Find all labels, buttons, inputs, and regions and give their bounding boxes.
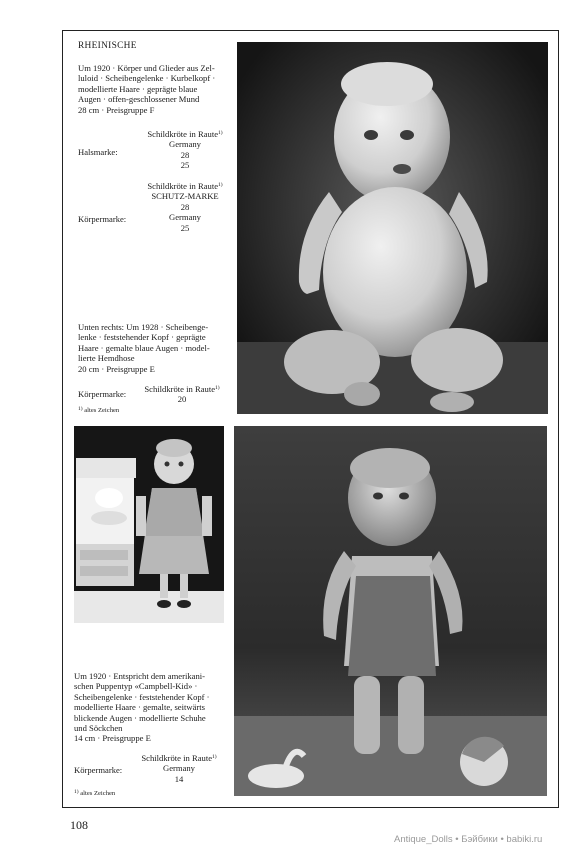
halsmarke-label: Halsmarke: — [78, 147, 118, 157]
item3-footnote — [74, 790, 115, 797]
mark-line: SCHUTZ-MARKE — [151, 191, 219, 202]
crochet-doll-image — [74, 426, 224, 623]
item3-line: und Söckchen — [74, 723, 123, 734]
mark-line: 25 — [180, 222, 190, 233]
page-number: 108 — [70, 818, 88, 832]
mark-line: Schildkröte in Raute — [141, 753, 213, 763]
footnote-marker: 1) — [74, 789, 79, 795]
halsmarke-text — [135, 129, 235, 171]
item1-description — [78, 63, 215, 115]
mark-line: 28 — [180, 201, 190, 212]
mark-line: Schildkröte in Raute — [144, 384, 216, 394]
photo-celluloid-baby-doll — [237, 42, 548, 414]
item1-line: modellierte Haare · geprägte blaue — [78, 83, 198, 94]
footnote-text: altes Zeichen — [84, 407, 120, 414]
mark-line: 25 — [180, 160, 190, 171]
footnote-marker: 1) — [218, 130, 223, 136]
mark-line: 20 — [177, 394, 187, 405]
mark-line: Germany — [169, 139, 201, 150]
baby-doll-image — [237, 42, 548, 414]
item3-line: schen Puppentyp «Campbell-Kid» · — [74, 681, 198, 692]
mark-line: 28 — [180, 149, 190, 160]
swimsuit-doll-image — [234, 426, 547, 796]
item3-line: blickende Augen · modellierte Schuhe — [74, 712, 206, 723]
item1-line: luloid · Scheibengelenke · Kurbelkopf · — [78, 73, 216, 84]
mark-line: Germany — [169, 212, 201, 223]
item2-footnote — [78, 407, 119, 414]
mark-line: Schildkröte in Raute — [147, 129, 219, 139]
mark-line: Germany — [163, 763, 195, 774]
item2-line: Unten rechts: Um 1928 · Scheibenge- — [78, 322, 209, 332]
item1-line: Um 1920 · Körper und Glieder aus Zel- — [78, 63, 215, 73]
item1-line: 28 cm · Preisgruppe F — [78, 104, 155, 115]
watermark: Antique_Dolls • Бэйбики • babiki.ru — [394, 834, 543, 845]
item3-line: Scheibengelenke · feststehender Kopf · — [74, 691, 210, 702]
footnote-text: altes Zeichen — [80, 790, 116, 797]
footnote-marker: 1) — [212, 754, 217, 760]
koerpermarke-text — [132, 384, 232, 405]
item2-line: Haare · gemalte blaue Augen · model- — [78, 342, 210, 353]
footnote-marker: 1) — [78, 406, 83, 412]
mark-line: 14 — [174, 773, 184, 784]
koerpermarke-label: Körpermarke: — [78, 389, 127, 399]
photo-crochet-dress-doll — [74, 426, 224, 623]
item1-line: Augen · offen-geschlossener Mund — [78, 94, 200, 105]
koerpermarke-label: Körpermarke: — [78, 214, 127, 224]
item2-description — [78, 322, 210, 374]
footnote-marker: 1) — [218, 182, 223, 188]
footnote-marker: 1) — [215, 385, 220, 391]
mark-line: Schildkröte in Raute — [147, 181, 219, 191]
item3-line: Um 1920 · Entspricht dem amerikani- — [74, 671, 206, 681]
item3-line: 14 cm · Preisgruppe E — [74, 733, 151, 744]
item3-line: modellierte Haare · gemalte, seitwärts — [74, 702, 205, 713]
item3-description — [74, 671, 210, 744]
koerpermarke-text — [135, 181, 235, 233]
koerpermarke-label: Körpermarke: — [74, 765, 123, 775]
section-heading: RHEINISCHE — [78, 41, 137, 51]
item2-line: lierte Hemdhose — [78, 353, 135, 364]
koerpermarke-text — [128, 753, 230, 784]
item2-line: lenke · feststehender Kopf · geprägte — [78, 332, 206, 343]
item2-line: 20 cm · Preisgruppe E — [78, 363, 155, 374]
photo-swimsuit-doll — [234, 426, 547, 796]
